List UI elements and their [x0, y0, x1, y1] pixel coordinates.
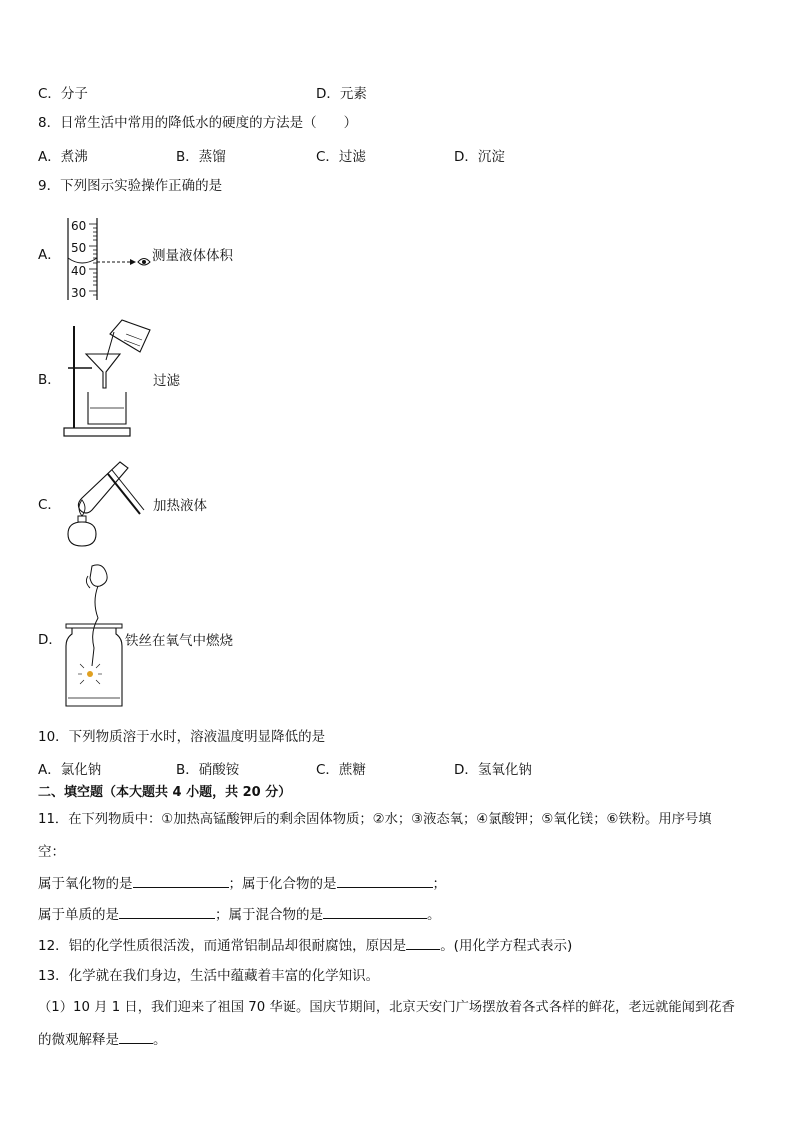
q9-option-b-letter: B． — [38, 372, 61, 388]
cylinder-scale — [71, 219, 91, 299]
q12-line — [38, 935, 572, 956]
q11-element-label: 属于单质的是 — [38, 907, 119, 923]
q11-row2 — [38, 904, 441, 925]
q10-option-d: D．氢氧化钠 — [454, 762, 532, 778]
q12-stem-end: 。(用化学方程式表示) — [440, 938, 573, 954]
q8-option-b: B．蒸馏 — [176, 149, 226, 165]
scale-label-50: 50 — [71, 241, 87, 255]
q10-option-a: A．氯化钠 — [38, 762, 102, 778]
q13-part1-blank[interactable] — [119, 1029, 153, 1044]
section-title: 二、填空题（本大题共 4 小题，共 20 分） — [38, 785, 292, 800]
q11-row1 — [38, 873, 446, 894]
q9-option-c-caption: 加热液体 — [153, 498, 207, 514]
q11-stem-cont: 空： — [38, 844, 65, 860]
iron-wire-combustion-figure — [62, 562, 126, 710]
q8-stem: 8．日常生活中常用的降低水的硬度的方法是（ ） — [38, 115, 358, 131]
q12-blank[interactable] — [406, 935, 440, 950]
scale-label-60: 60 — [71, 219, 87, 233]
q11-compound-label: ；属于化合物的是 — [228, 876, 337, 892]
q11-row2-end: 。 — [427, 907, 441, 923]
q10-stem: 10．下列物质溶于水时，溶液温度明显降低的是 — [38, 729, 326, 745]
q11-compound-blank[interactable] — [337, 873, 433, 888]
q8-option-a: A．煮沸 — [38, 149, 88, 165]
scale-label-30: 30 — [71, 286, 87, 300]
q11-mixture-label: ；属于混合物的是 — [215, 907, 323, 923]
q10-option-c: C．蔗糖 — [316, 762, 366, 778]
q13-part1-end: 。 — [153, 1032, 167, 1048]
q9-option-b-caption: 过滤 — [153, 373, 180, 389]
filtration-figure — [62, 318, 154, 440]
q8-option-c: C．过滤 — [316, 149, 366, 165]
q9-option-d-caption: 铁丝在氧气中燃烧 — [125, 633, 233, 649]
q13-part1: （1）10 月 1 日，我们迎来了祖国 70 华诞。国庆节期间，北京天安门广场摆放着各式各样的鲜花，老远就能闻到花香 — [38, 1000, 735, 1015]
q11-element-blank[interactable] — [119, 904, 215, 919]
q11-oxide-label: 属于氧化物的是 — [38, 876, 133, 892]
q7-option-d: D．元素 — [316, 86, 367, 102]
q13-part1-cont-text: 的微观解释是 — [38, 1032, 119, 1048]
q10-option-b: B．硝酸铵 — [176, 762, 240, 778]
q9-option-a-caption: 测量液体体积 — [152, 248, 233, 264]
q7-option-c: C．分子 — [38, 86, 88, 102]
q9-option-d-letter: D． — [38, 632, 62, 648]
q11-oxide-blank[interactable] — [133, 873, 229, 888]
q9-option-a-letter: A． — [38, 247, 61, 263]
q13-stem: 13．化学就在我们身边，生活中蕴藏着丰富的化学知识。 — [38, 968, 380, 984]
q9-stem: 9．下列图示实验操作正确的是 — [38, 178, 223, 194]
q9-option-c-letter: C． — [38, 497, 61, 513]
q13-part1-cont — [38, 1029, 167, 1050]
scale-label-40: 40 — [71, 264, 87, 278]
q12-stem: 12．铝的化学性质很活泼，而通常铝制品却很耐腐蚀，原因是 — [38, 938, 407, 954]
q11-row1-end: ； — [432, 876, 446, 892]
q11-mixture-blank[interactable] — [323, 904, 427, 919]
q11-stem: 11．在下列物质中：①加热高锰酸钾后的剩余固体物质；②水；③液态氧；④氯酸钾；⑤氧化镁；⑥铁粉。用序号填 — [38, 812, 712, 827]
heating-liquid-figure — [62, 458, 154, 552]
q8-option-d: D．沉淀 — [454, 149, 505, 165]
